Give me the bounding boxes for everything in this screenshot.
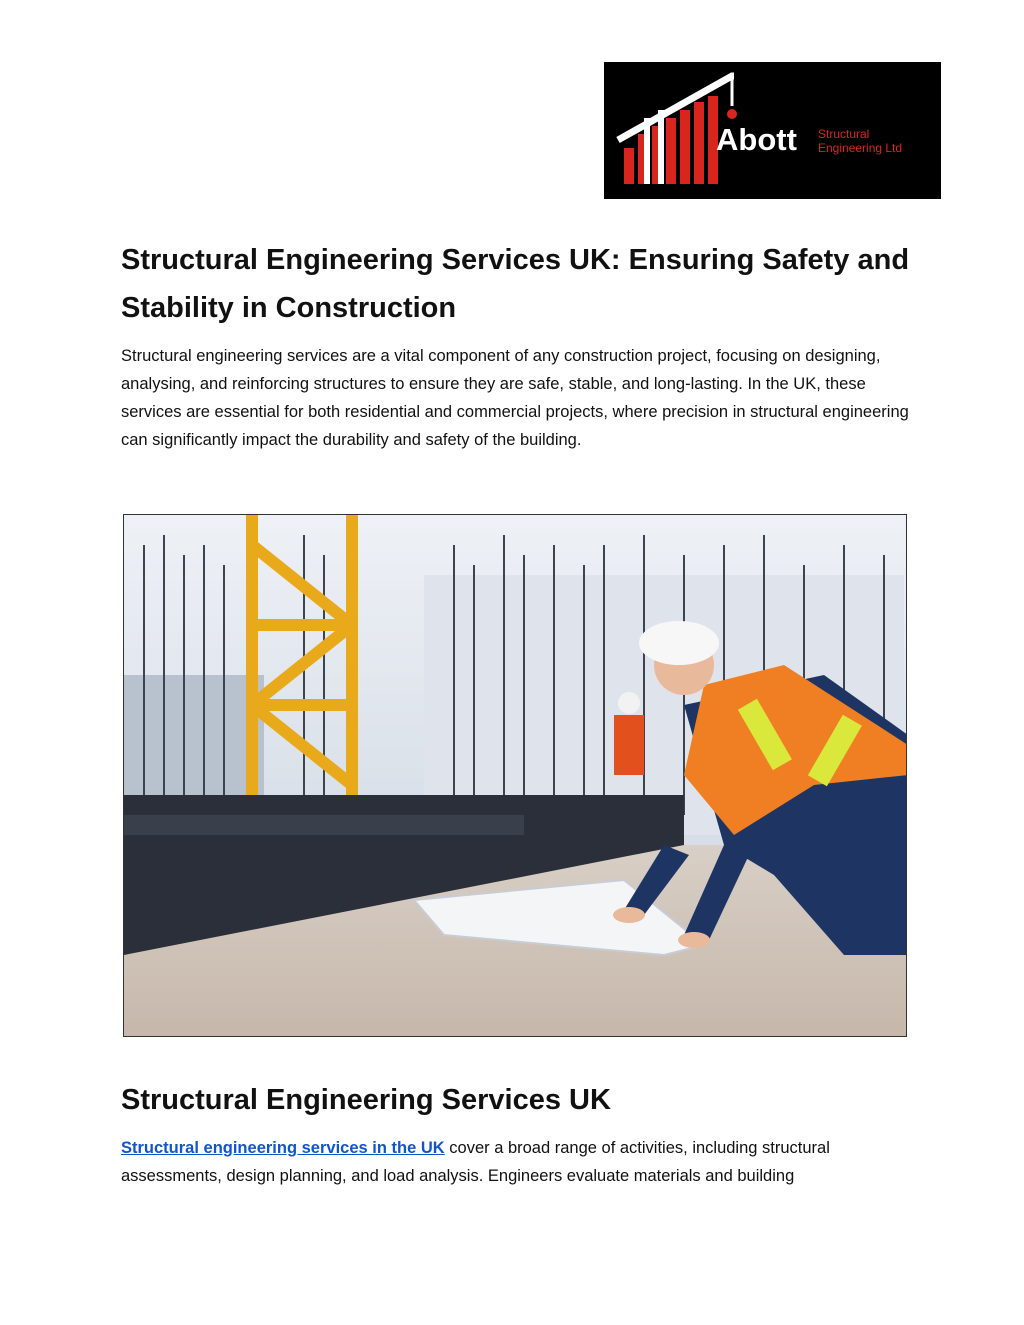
structural-services-link[interactable]: Structural engineering services in the UK xyxy=(121,1139,445,1157)
svg-text:Structural: Structural xyxy=(818,127,870,141)
company-logo xyxy=(604,62,941,199)
page-title: Structural Engineering Services UK: Ensuring Safety and Stability in Construction xyxy=(121,244,910,324)
section-paragraph-text: cover a broad range of activities, including structural assessments, design planning, and load analysis. Engineers evaluate materials and building xyxy=(121,1139,830,1185)
section-paragraph xyxy=(121,1134,911,1190)
intro-paragraph: Structural engineering services are a vital component of any construction project, focusing on designing, analysing, and reinforcing structures to ensure they are safe, stable, and long-lasting. In the UK, these services are essential for both residential and commercial projects, where precision in structural engineering can significantly impact the durability and safety of the building. xyxy=(121,347,909,449)
section-heading: Structural Engineering Services UK xyxy=(121,1084,611,1116)
svg-text:Abott: Abott xyxy=(716,122,797,157)
construction-engineer-photo xyxy=(123,514,907,1037)
svg-text:Engineering Ltd: Engineering Ltd xyxy=(818,141,903,155)
